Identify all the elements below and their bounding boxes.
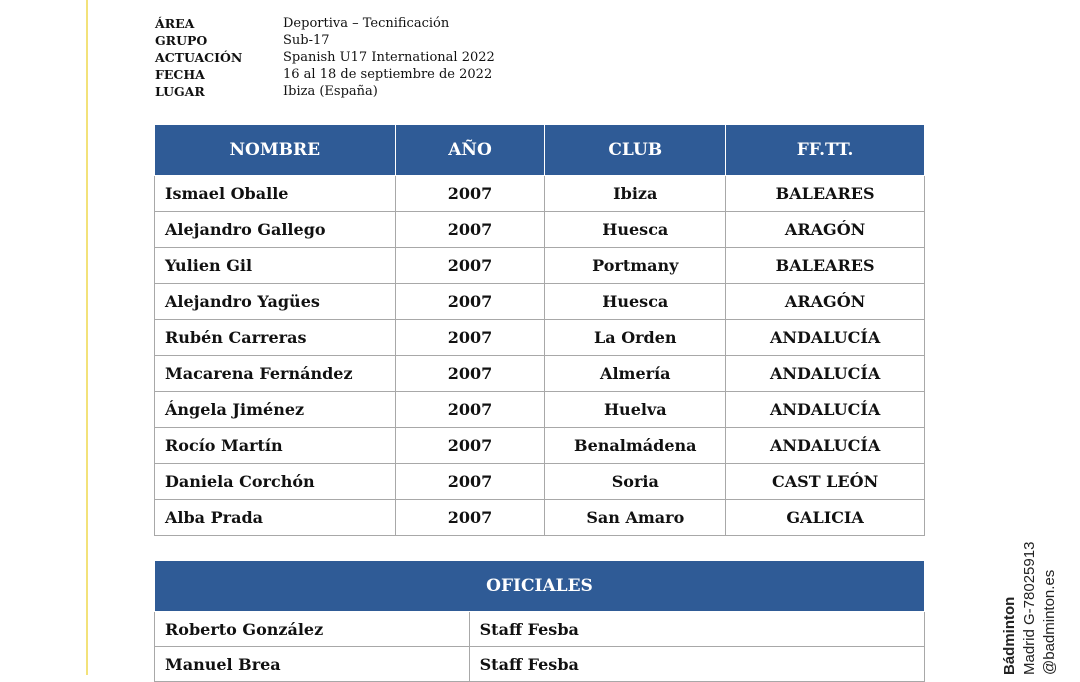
meta-value: Ibiza (España): [283, 84, 378, 99]
meta-key: LUGAR: [155, 84, 205, 99]
cell-year: 2007: [395, 176, 545, 212]
cell-club: Huelva: [545, 392, 726, 428]
cell-year: 2007: [395, 248, 545, 284]
cell-name: Ángela Jiménez: [155, 392, 396, 428]
table-row: [155, 612, 925, 647]
table-row: [155, 212, 925, 248]
column-header-name: NOMBRE: [155, 125, 396, 176]
meta-row-date: [155, 66, 495, 83]
table-row: [155, 392, 925, 428]
cell-year: 2007: [395, 212, 545, 248]
cell-name: Rubén Carreras: [155, 320, 396, 356]
cell-name: Yulien Gil: [155, 248, 396, 284]
side-text-line: Madrid G-78025913: [1021, 541, 1038, 675]
cell-year: 2007: [395, 392, 545, 428]
column-header-year: AÑO: [395, 125, 545, 176]
cell-federation: GALICIA: [726, 500, 925, 536]
column-header-federation: FF.TT.: [726, 125, 925, 176]
meta-key: ACTUACIÓN: [155, 50, 243, 65]
cell-federation: ANDALUCÍA: [726, 428, 925, 464]
cell-federation: ANDALUCÍA: [726, 392, 925, 428]
cell-year: 2007: [395, 428, 545, 464]
cell-federation: BALEARES: [726, 176, 925, 212]
cell-club: Ibiza: [545, 176, 726, 212]
cell-year: 2007: [395, 464, 545, 500]
meta-row-place: [155, 83, 495, 100]
cell-federation: ARAGÓN: [726, 212, 925, 248]
cell-official-name: Manuel Brea: [155, 647, 470, 682]
cell-year: 2007: [395, 500, 545, 536]
table-row: [155, 647, 925, 682]
cell-year: 2007: [395, 284, 545, 320]
cell-club: Portmany: [545, 248, 726, 284]
meta-value: Sub-17: [283, 33, 330, 48]
cell-federation: ARAGÓN: [726, 284, 925, 320]
meta-key: GRUPO: [155, 33, 208, 48]
table-row: [155, 356, 925, 392]
meta-key: FECHA: [155, 67, 205, 82]
cell-official-name: Roberto González: [155, 612, 470, 647]
cell-name: Alejandro Yagües: [155, 284, 396, 320]
column-header-club: CLUB: [545, 125, 726, 176]
table-row: [155, 464, 925, 500]
cell-name: Rocío Martín: [155, 428, 396, 464]
meta-key: ÁREA: [155, 16, 195, 31]
cell-year: 2007: [395, 320, 545, 356]
cell-name: Alejandro Gallego: [155, 212, 396, 248]
table-row: [155, 284, 925, 320]
cell-club: Benalmádena: [545, 428, 726, 464]
officials-header: OFICIALES: [155, 561, 925, 612]
players-table: [154, 124, 925, 536]
cell-club: San Amaro: [545, 500, 726, 536]
side-text-line: Bádminton: [1001, 596, 1018, 675]
table-row: [155, 500, 925, 536]
cell-club: Soria: [545, 464, 726, 500]
cell-club: Huesca: [545, 284, 726, 320]
cell-club: Huesca: [545, 212, 726, 248]
cell-name: Daniela Corchón: [155, 464, 396, 500]
cell-name: Ismael Oballe: [155, 176, 396, 212]
cell-name: Alba Prada: [155, 500, 396, 536]
cell-official-role: Staff Fesba: [469, 647, 924, 682]
cell-federation: ANDALUCÍA: [726, 320, 925, 356]
side-text-line: @badminton.es: [1041, 569, 1058, 675]
cell-club: La Orden: [545, 320, 726, 356]
table-row: [155, 428, 925, 464]
officials-table: [154, 560, 925, 682]
cell-federation: ANDALUCÍA: [726, 356, 925, 392]
meta-row-event: [155, 49, 495, 66]
meta-value: Spanish U17 International 2022: [283, 50, 495, 65]
meta-row-group: [155, 32, 495, 49]
federation-side-text: [1000, 505, 1060, 675]
cell-official-role: Staff Fesba: [469, 612, 924, 647]
table-row: [155, 320, 925, 356]
event-info: [155, 15, 495, 100]
meta-value: Deportiva – Tecnificación: [283, 16, 450, 31]
officials-header-row: [155, 561, 925, 612]
cell-federation: BALEARES: [726, 248, 925, 284]
cell-club: Almería: [545, 356, 726, 392]
table-row: [155, 248, 925, 284]
table-row: [155, 176, 925, 212]
players-header-row: [155, 125, 925, 176]
cell-federation: CAST LEÓN: [726, 464, 925, 500]
meta-row-area: [155, 15, 495, 32]
meta-value: 16 al 18 de septiembre de 2022: [283, 67, 493, 82]
cell-name: Macarena Fernández: [155, 356, 396, 392]
page-margin-line: [86, 0, 88, 675]
cell-year: 2007: [395, 356, 545, 392]
